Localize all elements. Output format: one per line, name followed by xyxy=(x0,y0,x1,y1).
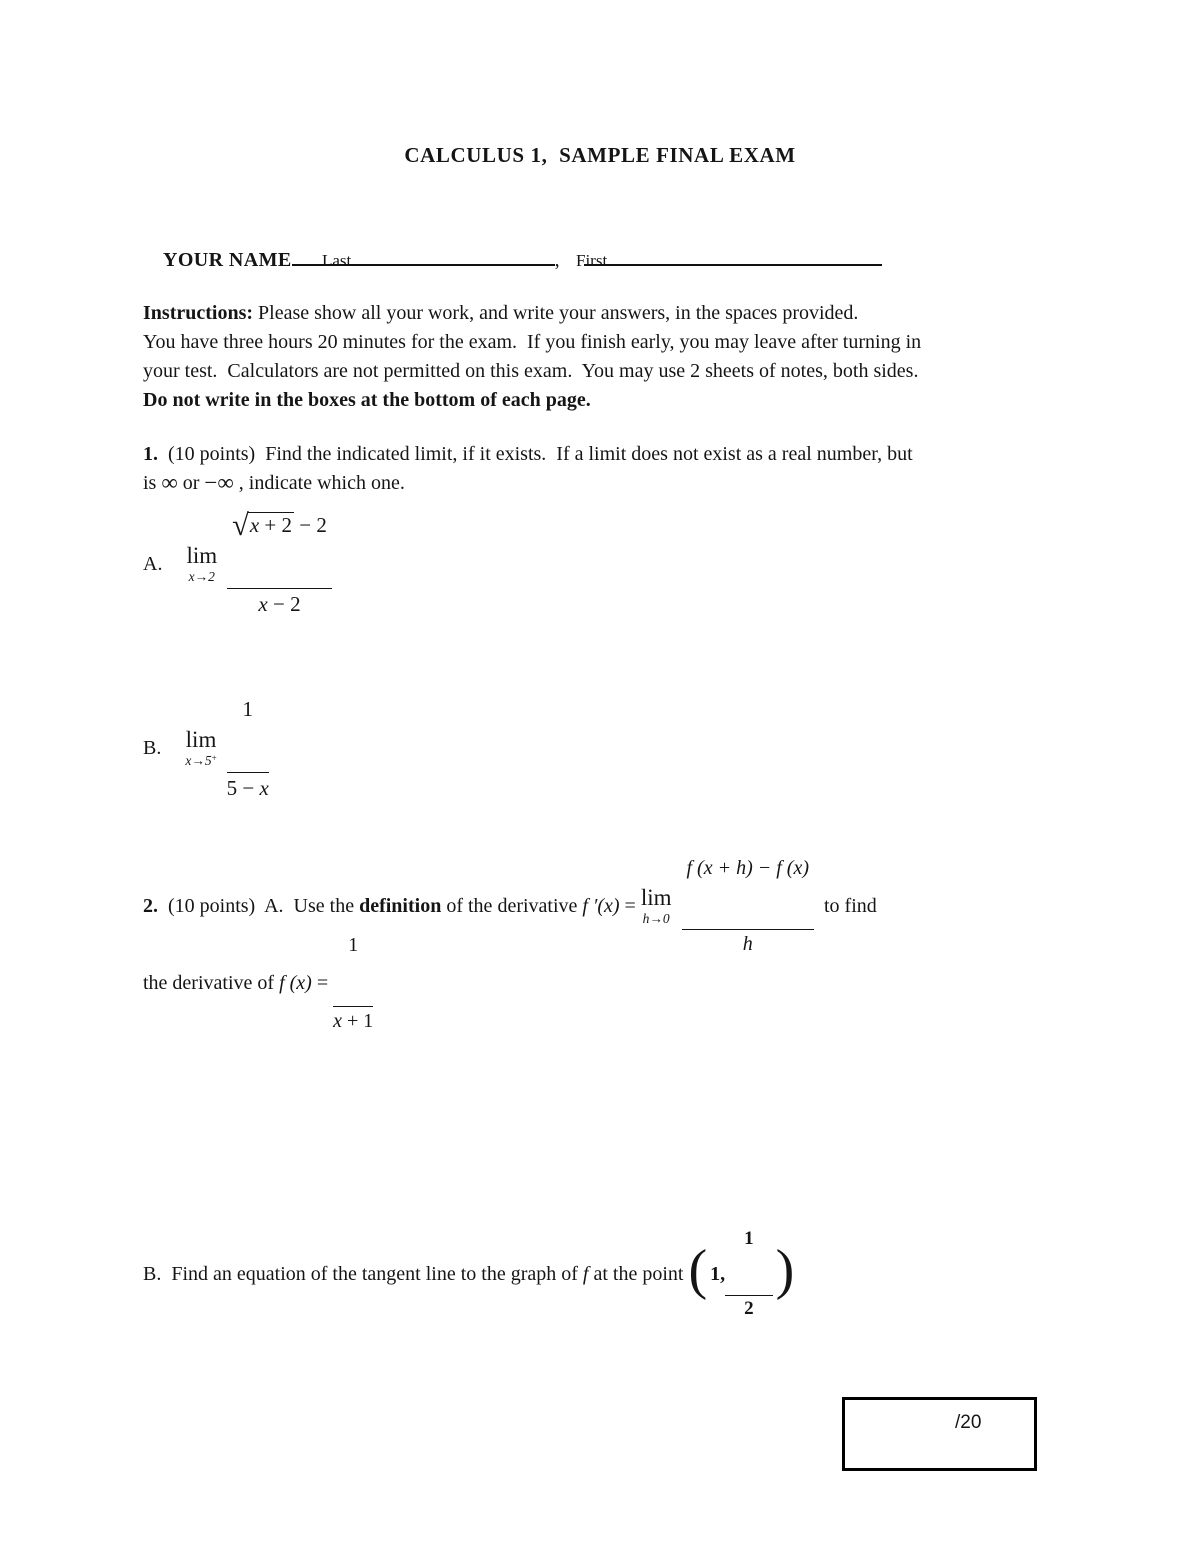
page-title: CALCULUS 1, SAMPLE FINAL EXAM xyxy=(404,143,796,167)
fraction xyxy=(333,887,373,1079)
instructions-paragraph xyxy=(143,299,921,415)
instructions-line-3: your test. Calculators are not permitted on this exam. You may use 2 sheets of notes, both sides. xyxy=(143,360,919,382)
f-of-x-expression: f (x) xyxy=(279,971,312,994)
q2-number: 2. xyxy=(143,894,158,917)
instructions-label: Instructions: xyxy=(143,302,254,324)
q1-line-2: is ∞ or −∞ , indicate which one. xyxy=(143,470,405,495)
name-blank-first xyxy=(584,249,882,266)
part-a-label: A. xyxy=(143,552,163,575)
q1-part-b-formula xyxy=(143,696,269,801)
fraction xyxy=(227,647,269,848)
name-section xyxy=(143,226,882,295)
fraction-denominator: x − 2 xyxy=(227,588,332,616)
question-2-line-2: the derivative of f (x) = $\frac{1}{x + 1}$ xyxy=(143,950,373,1016)
infinity-symbol: ∞ xyxy=(161,470,178,495)
name-comma: , xyxy=(554,249,560,271)
first-caption: First xyxy=(576,251,608,270)
plus-superscript: + xyxy=(211,753,217,764)
fraction-denominator: x + 1 xyxy=(333,1006,373,1033)
your-name-label: YOUR NAME xyxy=(163,249,292,271)
fraction xyxy=(227,463,332,664)
instructions-line-4: Do not write in the boxes at the bottom of each page. xyxy=(143,389,591,411)
negative-infinity-symbol: −∞ xyxy=(204,470,234,495)
point-x-coordinate: 1, xyxy=(710,1262,726,1285)
limit-subscript: x→2 xyxy=(188,569,215,585)
fraction-denominator: 2 xyxy=(725,1295,773,1320)
limit-operator: lim h→0 xyxy=(640,885,672,927)
fraction-numerator: 1 xyxy=(348,934,359,956)
q1-line-1: 1. (10 points) Find the indicated limit, if it exists. If a limit does not exist as a real number, but xyxy=(143,443,913,465)
q1-number: 1. xyxy=(143,443,158,465)
point-y-fraction xyxy=(725,1184,773,1364)
fraction-denominator: 5 − x xyxy=(227,772,269,800)
instructions-line-1: Instructions: Please show all your work, and write your answers, in the spaces provided. xyxy=(143,302,859,324)
q1-part-a-formula xyxy=(143,507,332,617)
limit-operator: lim x→5+ xyxy=(185,727,217,769)
radical-sign: √ xyxy=(232,507,248,542)
fraction-numerator: 1 xyxy=(242,696,253,721)
fraction-denominator: h xyxy=(682,929,815,956)
close-paren: ) xyxy=(775,1239,795,1302)
limit-subscript: x→5+ xyxy=(185,753,217,769)
definition-bold-word: definition xyxy=(359,894,442,917)
fraction-numerator: 1 xyxy=(744,1227,754,1249)
part-b-label: B. xyxy=(143,736,162,759)
point-expression xyxy=(688,1184,794,1364)
fraction-numerator: f (x + h) − f (x) xyxy=(686,857,809,879)
limit-subscript: h→0 xyxy=(642,911,670,927)
score-value: /20 xyxy=(955,1412,982,1433)
radicand: x + 2 xyxy=(249,512,293,537)
limit-operator: lim x→2 xyxy=(186,543,218,585)
question-2-part-b: B. Find an equation of the tangent line to the graph of f at the point ( 1, $\frac{1}{2}$ ) xyxy=(143,1240,794,1308)
fraction-numerator: √x + 2 − 2 xyxy=(232,507,327,542)
f-symbol: f xyxy=(582,1262,589,1285)
difference-quotient-fraction xyxy=(682,810,815,1002)
question-2-line-1: 2. (10 points) A. Use the definition of the derivative f ′(x) = lim h→0 $\frac{f (x + h) - f (x)}{h}$ to find xyxy=(143,868,877,944)
open-paren: ( xyxy=(688,1239,708,1302)
f-prime-expression: f ′(x) xyxy=(582,894,620,917)
score-box xyxy=(842,1397,1037,1471)
instructions-line-2: You have three hours 20 minutes for the exam. If you finish early, you may leave after turning in xyxy=(143,331,922,353)
last-caption: Last xyxy=(322,251,352,270)
